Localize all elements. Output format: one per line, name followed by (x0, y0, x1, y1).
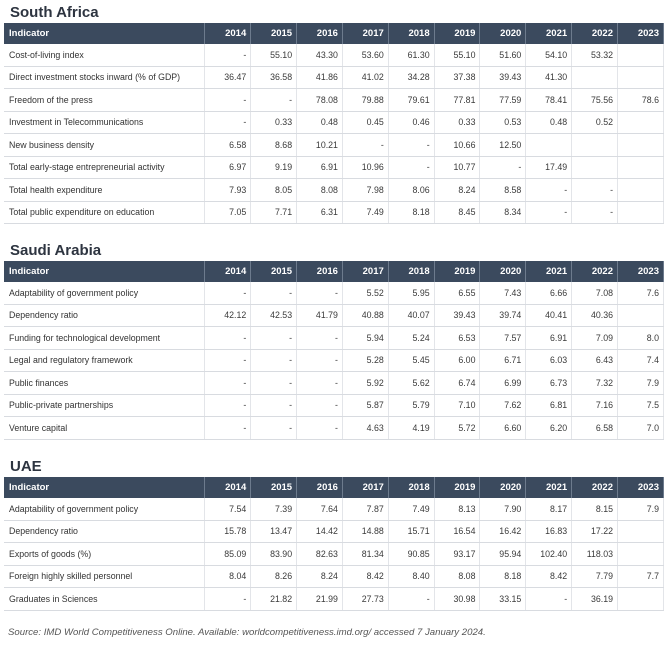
value-cell: 41.79 (297, 304, 343, 327)
value-cell: - (205, 111, 251, 134)
indicator-name: Foreign highly skilled personnel (4, 565, 205, 588)
value-cell: 21.82 (251, 588, 297, 611)
value-cell: 55.10 (434, 44, 480, 66)
value-cell: 7.79 (572, 565, 618, 588)
column-header-year: 2022 (572, 261, 618, 282)
table-row (4, 156, 664, 179)
value-cell (618, 543, 664, 566)
value-cell: 7.5 (618, 394, 664, 417)
indicator-name: Dependency ratio (4, 520, 205, 543)
value-cell: 6.66 (526, 282, 572, 304)
value-cell: 51.60 (480, 44, 526, 66)
section-title: South Africa (10, 4, 99, 21)
value-cell (618, 588, 664, 611)
value-cell: 12.50 (480, 134, 526, 157)
value-cell: 43.30 (297, 44, 343, 66)
table-row (4, 89, 664, 112)
column-header-year: 2021 (526, 23, 572, 44)
value-cell: 41.86 (297, 66, 343, 89)
value-cell: 8.24 (297, 565, 343, 588)
value-cell: - (251, 282, 297, 304)
value-cell: 6.73 (526, 372, 572, 395)
table-row (4, 349, 664, 372)
table-row (4, 66, 664, 89)
value-cell (618, 304, 664, 327)
value-cell: 7.90 (480, 498, 526, 520)
value-cell: 36.47 (205, 66, 251, 89)
header-row (4, 477, 664, 498)
value-cell: - (251, 327, 297, 350)
value-cell: 6.71 (480, 349, 526, 372)
value-cell: - (342, 134, 388, 157)
indicator-name: Total early-stage entrepreneurial activity (4, 156, 205, 179)
value-cell: 16.54 (434, 520, 480, 543)
value-cell: 8.13 (434, 498, 480, 520)
indicator-name: Graduates in Sciences (4, 588, 205, 611)
value-cell: 7.64 (297, 498, 343, 520)
value-cell: - (480, 156, 526, 179)
value-cell (572, 134, 618, 157)
table-row (4, 111, 664, 134)
table-row (4, 417, 664, 440)
value-cell: 42.12 (205, 304, 251, 327)
value-cell: 83.90 (251, 543, 297, 566)
value-cell: 0.53 (480, 111, 526, 134)
value-cell: 36.19 (572, 588, 618, 611)
value-cell: 5.92 (342, 372, 388, 395)
value-cell: 8.45 (434, 201, 480, 224)
value-cell: 7.0 (618, 417, 664, 440)
value-cell: 6.81 (526, 394, 572, 417)
value-cell: 41.30 (526, 66, 572, 89)
value-cell: 82.63 (297, 543, 343, 566)
value-cell: - (297, 349, 343, 372)
value-cell: 85.09 (205, 543, 251, 566)
value-cell: 7.49 (388, 498, 434, 520)
value-cell: - (251, 417, 297, 440)
value-cell: 14.42 (297, 520, 343, 543)
value-cell: 7.16 (572, 394, 618, 417)
indicator-name: Freedom of the press (4, 89, 205, 112)
value-cell: 6.20 (526, 417, 572, 440)
value-cell (618, 111, 664, 134)
value-cell: - (251, 372, 297, 395)
table-row (4, 588, 664, 611)
value-cell: - (251, 89, 297, 112)
column-header-indicator: Indicator (4, 23, 205, 44)
section-saudi-arabia (0, 241, 660, 440)
source-note: Source: IMD World Competitiveness Online. Available: worldcompetitiveness.imd.org/ accessed 7 January 2024. (8, 627, 486, 638)
value-cell: 7.62 (480, 394, 526, 417)
value-cell: 5.94 (342, 327, 388, 350)
value-cell: 9.19 (251, 156, 297, 179)
column-header-year: 2018 (388, 477, 434, 498)
value-cell: 40.36 (572, 304, 618, 327)
value-cell: 5.28 (342, 349, 388, 372)
indicator-name: Public finances (4, 372, 205, 395)
value-cell: 6.99 (480, 372, 526, 395)
value-cell: 53.32 (572, 44, 618, 66)
value-cell (618, 520, 664, 543)
column-header-year: 2017 (342, 23, 388, 44)
value-cell: 5.95 (388, 282, 434, 304)
section-title: UAE (10, 458, 42, 475)
value-cell: 79.61 (388, 89, 434, 112)
value-cell: 6.03 (526, 349, 572, 372)
indicator-name: Exports of goods (%) (4, 543, 205, 566)
value-cell: - (251, 394, 297, 417)
value-cell: 7.6 (618, 282, 664, 304)
value-cell: 7.39 (251, 498, 297, 520)
value-cell: 10.96 (342, 156, 388, 179)
value-cell: - (297, 372, 343, 395)
value-cell: 6.31 (297, 201, 343, 224)
value-cell: 15.71 (388, 520, 434, 543)
value-cell: - (297, 394, 343, 417)
value-cell: 8.05 (251, 179, 297, 202)
value-cell: 8.06 (388, 179, 434, 202)
value-cell: 6.00 (434, 349, 480, 372)
value-cell: - (205, 588, 251, 611)
value-cell: 90.85 (388, 543, 434, 566)
value-cell: - (388, 156, 434, 179)
column-header-year: 2023 (618, 23, 664, 44)
value-cell: 8.42 (526, 565, 572, 588)
value-cell: 5.79 (388, 394, 434, 417)
value-cell: 5.87 (342, 394, 388, 417)
value-cell: 0.52 (572, 111, 618, 134)
column-header-year: 2020 (480, 261, 526, 282)
value-cell: 0.48 (526, 111, 572, 134)
value-cell: 8.40 (388, 565, 434, 588)
value-cell: 6.60 (480, 417, 526, 440)
table-row (4, 565, 664, 588)
value-cell (618, 201, 664, 224)
column-header-year: 2016 (297, 261, 343, 282)
value-cell: 27.73 (342, 588, 388, 611)
value-cell: 0.48 (297, 111, 343, 134)
value-cell (618, 134, 664, 157)
value-cell: 8.0 (618, 327, 664, 350)
value-cell: 0.33 (434, 111, 480, 134)
value-cell: 8.17 (526, 498, 572, 520)
column-header-year: 2018 (388, 261, 434, 282)
column-header-year: 2019 (434, 261, 480, 282)
value-cell: 39.43 (480, 66, 526, 89)
value-cell: 4.19 (388, 417, 434, 440)
column-header-year: 2019 (434, 477, 480, 498)
value-cell: 77.59 (480, 89, 526, 112)
section-south-africa (0, 3, 660, 224)
value-cell: 102.40 (526, 543, 572, 566)
value-cell: 33.15 (480, 588, 526, 611)
value-cell: 0.45 (342, 111, 388, 134)
column-header-year: 2019 (434, 23, 480, 44)
value-cell: - (297, 417, 343, 440)
value-cell: 6.97 (205, 156, 251, 179)
column-header-year: 2014 (205, 261, 251, 282)
section-uae (0, 457, 660, 611)
column-header-year: 2014 (205, 477, 251, 498)
value-cell: 7.93 (205, 179, 251, 202)
table-row (4, 304, 664, 327)
indicator-name: Total health expenditure (4, 179, 205, 202)
value-cell: 6.58 (205, 134, 251, 157)
column-header-year: 2021 (526, 477, 572, 498)
value-cell (572, 66, 618, 89)
value-cell: 10.77 (434, 156, 480, 179)
column-header-year: 2016 (297, 23, 343, 44)
indicator-name: New business density (4, 134, 205, 157)
value-cell: 37.38 (434, 66, 480, 89)
column-header-year: 2014 (205, 23, 251, 44)
value-cell: 40.41 (526, 304, 572, 327)
value-cell: - (205, 394, 251, 417)
value-cell: 4.63 (342, 417, 388, 440)
column-header-year: 2017 (342, 477, 388, 498)
value-cell: - (388, 588, 434, 611)
header-row (4, 261, 664, 282)
column-header-year: 2017 (342, 261, 388, 282)
column-header-year: 2020 (480, 477, 526, 498)
table-row (4, 282, 664, 304)
value-cell: - (205, 282, 251, 304)
value-cell: 54.10 (526, 44, 572, 66)
value-cell: 78.6 (618, 89, 664, 112)
value-cell: 5.45 (388, 349, 434, 372)
value-cell (618, 156, 664, 179)
value-cell: - (205, 349, 251, 372)
value-cell: 6.91 (526, 327, 572, 350)
value-cell: 8.26 (251, 565, 297, 588)
value-cell: 7.71 (251, 201, 297, 224)
column-header-year: 2021 (526, 261, 572, 282)
indicator-table (4, 477, 664, 611)
table-row (4, 44, 664, 66)
value-cell: 14.88 (342, 520, 388, 543)
value-cell: - (205, 44, 251, 66)
value-cell: 36.58 (251, 66, 297, 89)
value-cell: 7.08 (572, 282, 618, 304)
value-cell: 6.55 (434, 282, 480, 304)
value-cell: 10.21 (297, 134, 343, 157)
value-cell: - (572, 179, 618, 202)
value-cell: 95.94 (480, 543, 526, 566)
value-cell (618, 44, 664, 66)
value-cell: 5.72 (434, 417, 480, 440)
value-cell: - (205, 327, 251, 350)
value-cell: 17.49 (526, 156, 572, 179)
value-cell: 8.24 (434, 179, 480, 202)
value-cell: - (251, 349, 297, 372)
column-header-year: 2022 (572, 477, 618, 498)
value-cell: 7.9 (618, 372, 664, 395)
indicator-table (4, 261, 664, 440)
value-cell: 0.33 (251, 111, 297, 134)
value-cell: - (297, 327, 343, 350)
table-row (4, 134, 664, 157)
table-row (4, 498, 664, 520)
value-cell: - (526, 588, 572, 611)
value-cell: 81.34 (342, 543, 388, 566)
value-cell: 6.91 (297, 156, 343, 179)
table-row (4, 543, 664, 566)
indicator-table (4, 23, 664, 224)
value-cell: 7.09 (572, 327, 618, 350)
value-cell: 8.04 (205, 565, 251, 588)
value-cell: 61.30 (388, 44, 434, 66)
value-cell: 7.57 (480, 327, 526, 350)
value-cell: 55.10 (251, 44, 297, 66)
column-header-year: 2020 (480, 23, 526, 44)
column-header-year: 2016 (297, 477, 343, 498)
value-cell: 5.24 (388, 327, 434, 350)
table-row (4, 394, 664, 417)
value-cell: 7.05 (205, 201, 251, 224)
indicator-name: Adaptability of government policy (4, 498, 205, 520)
value-cell: 7.9 (618, 498, 664, 520)
value-cell: 79.88 (342, 89, 388, 112)
value-cell: 39.43 (434, 304, 480, 327)
value-cell: 15.78 (205, 520, 251, 543)
value-cell: 13.47 (251, 520, 297, 543)
value-cell: 6.74 (434, 372, 480, 395)
value-cell: 5.52 (342, 282, 388, 304)
value-cell (618, 66, 664, 89)
value-cell: 40.88 (342, 304, 388, 327)
value-cell: - (572, 201, 618, 224)
value-cell: - (526, 179, 572, 202)
value-cell: 40.07 (388, 304, 434, 327)
value-cell: 7.4 (618, 349, 664, 372)
value-cell: 8.34 (480, 201, 526, 224)
value-cell: 8.68 (251, 134, 297, 157)
value-cell: 7.87 (342, 498, 388, 520)
value-cell: - (205, 372, 251, 395)
column-header-year: 2015 (251, 261, 297, 282)
value-cell: 6.58 (572, 417, 618, 440)
value-cell: 53.60 (342, 44, 388, 66)
value-cell: 8.42 (342, 565, 388, 588)
value-cell: 10.66 (434, 134, 480, 157)
table-row (4, 372, 664, 395)
column-header-year: 2015 (251, 477, 297, 498)
indicator-name: Public-private partnerships (4, 394, 205, 417)
table-row (4, 327, 664, 350)
value-cell (526, 134, 572, 157)
indicator-name: Direct investment stocks inward (% of GDP) (4, 66, 205, 89)
value-cell: 7.32 (572, 372, 618, 395)
value-cell: 0.46 (388, 111, 434, 134)
table-row (4, 201, 664, 224)
value-cell: 6.43 (572, 349, 618, 372)
indicator-name: Legal and regulatory framework (4, 349, 205, 372)
value-cell: 5.62 (388, 372, 434, 395)
value-cell: 6.53 (434, 327, 480, 350)
column-header-year: 2022 (572, 23, 618, 44)
table-row (4, 520, 664, 543)
column-header-indicator: Indicator (4, 477, 205, 498)
value-cell: 7.49 (342, 201, 388, 224)
value-cell: 77.81 (434, 89, 480, 112)
value-cell: - (205, 417, 251, 440)
column-header-year: 2015 (251, 23, 297, 44)
value-cell: 7.54 (205, 498, 251, 520)
value-cell (572, 156, 618, 179)
value-cell: 75.56 (572, 89, 618, 112)
value-cell: 93.17 (434, 543, 480, 566)
value-cell: 8.18 (480, 565, 526, 588)
indicator-name: Adaptability of government policy (4, 282, 205, 304)
value-cell: 41.02 (342, 66, 388, 89)
indicator-name: Funding for technological development (4, 327, 205, 350)
value-cell: 39.74 (480, 304, 526, 327)
value-cell: - (388, 134, 434, 157)
column-header-year: 2023 (618, 477, 664, 498)
indicator-name: Investment in Telecommunications (4, 111, 205, 134)
value-cell: 78.41 (526, 89, 572, 112)
value-cell: 16.42 (480, 520, 526, 543)
column-header-indicator: Indicator (4, 261, 205, 282)
value-cell: 8.08 (434, 565, 480, 588)
value-cell: - (205, 89, 251, 112)
value-cell: 118.03 (572, 543, 618, 566)
value-cell (618, 179, 664, 202)
value-cell: 17.22 (572, 520, 618, 543)
value-cell: 21.99 (297, 588, 343, 611)
value-cell: 8.18 (388, 201, 434, 224)
column-header-year: 2023 (618, 261, 664, 282)
indicator-name: Cost-of-living index (4, 44, 205, 66)
value-cell: 8.58 (480, 179, 526, 202)
value-cell: 42.53 (251, 304, 297, 327)
value-cell: - (526, 201, 572, 224)
value-cell: 7.7 (618, 565, 664, 588)
value-cell: - (297, 282, 343, 304)
value-cell: 30.98 (434, 588, 480, 611)
value-cell: 78.08 (297, 89, 343, 112)
value-cell: 16.83 (526, 520, 572, 543)
value-cell: 8.15 (572, 498, 618, 520)
value-cell: 7.10 (434, 394, 480, 417)
table-row (4, 179, 664, 202)
value-cell: 34.28 (388, 66, 434, 89)
indicator-name: Dependency ratio (4, 304, 205, 327)
column-header-year: 2018 (388, 23, 434, 44)
header-row (4, 23, 664, 44)
value-cell: 8.08 (297, 179, 343, 202)
section-title: Saudi Arabia (10, 242, 102, 259)
value-cell: 7.43 (480, 282, 526, 304)
indicator-name: Total public expenditure on education (4, 201, 205, 224)
value-cell: 7.98 (342, 179, 388, 202)
indicator-name: Venture capital (4, 417, 205, 440)
